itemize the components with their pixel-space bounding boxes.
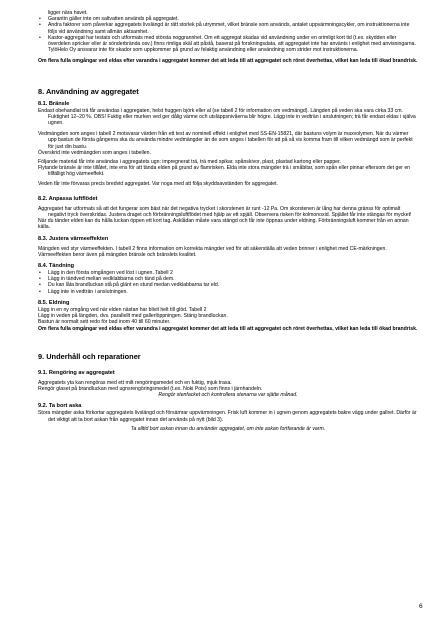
subsection-heading: 8.4. Tändning — [38, 263, 75, 270]
paragraph: Värmeeffekten beror även på mängden bränsle och bränslets kvalitet. — [38, 251, 197, 258]
list-item: • Garantin gäller inte om saltvatten används på aggregatet. — [38, 16, 418, 22]
warning-text: Om flera fulla omgångar ved eldas efter varandra i aggregatet kommer det att leda till att aggregatet och röret överhettas, vilket kan leda till ökad brandrisk. — [38, 325, 418, 332]
list-item: • Lägg in tändved mellan vedklabbarna och tänd på dem. — [38, 276, 418, 282]
bullet-list — [38, 270, 418, 295]
bullet-list — [38, 16, 418, 53]
italic-note: Ta alltid bort askan innan du använder aggregatet, om inte askan fortfarande är varm. — [130, 425, 326, 432]
subsection-heading: 8.1. Bränsle — [38, 100, 70, 107]
section-heading: 8. Användning av aggregatet — [38, 86, 139, 96]
warning-text: Om flera fulla omgångar ved eldas efter varandra i aggregatet kommer det att leda till att aggregatet och röret överhettas, vilket kan leda till ökad brandrisk. — [38, 58, 418, 65]
italic-note: Rengör stenfacket och kontrollera stenarna var sjätte månad. — [158, 392, 298, 399]
subsection-heading: 9.1. Rengöring av aggregatet — [38, 369, 115, 376]
paragraph: Flytande bränsle är inte tillåtet, inte ens för att tända elden på grund av flamrisken. Elda inte stora mängder trä i småbitar, som spån eller pinnar eftersom det ger en tillfälligt hög värmeeffekt. — [38, 165, 411, 178]
paragraph: ligger nära havet. — [48, 10, 88, 16]
paragraph: Lägg in en ny omgång ved när elden nästan har blivit helt till glöd. Tabell 2 — [38, 306, 207, 313]
list-item: • Kastor-aggregat har testats och utformats med största noggrannhet. Om ett aggregat skadas vid användning under en orimligt kort tid (t.ex. skydden eller överdelen spricker eller är sönderbrända osv.) finns rimliga skäl att påstå, baserat på forskningsdata, att aggregatet inte har använts i enlighet med anvisningarna. TylöHelo Oy ansvarar inte för skador som uppkommer på grund av felaktig användning eller användning som strider mot instruktionerna. — [38, 35, 418, 54]
subsection-heading: 8.5. Eldning — [38, 299, 70, 306]
paragraph: Aggregatet har utformats så att det fungerar som bäst när det negativa trycket i skorstenen är runt -12 Pa. Om skorstenen är lång har denna gränss för optimalt negativt tryck överskridas. Justera draget och förbränningsluftflödet med hjälp av ett spjäll. Observera risken för kolmonoxid. Spjället får inte stängas för mycket! — [38, 205, 412, 219]
paragraph: När du tänder elden kan du hålla luckan öppen ett kort tag. Asklådan måste vara stängd och får inte öppnas under eldning. Förbränningsluft kommer från en annan källa. — [38, 218, 409, 231]
paragraph: Aggregatets yta kan rengöras med ett milt rengöringsmedel och en fuktig, mjuk trasa. — [38, 379, 232, 386]
list-item: • Andra faktorer som påverkar aggregatets livslängd är rätt storlek på utrymmet, vilket bränsle som används, antalet uppvärmningscykler, om instruktionerna inte följs vid användning samt allmän aktsamhet. — [38, 22, 418, 34]
paragraph: Överskrid inte vedmängden som anges i tabellen. — [38, 149, 151, 156]
paragraph: Rengör glaset på brandluckan med ugnsrengöringsmedel (t.ex. Noki Pois) som finns i järnhandeln. — [38, 385, 263, 392]
list-item: • Lägg in den första omgången ved löst i ugnen. Tabell 2 — [38, 270, 418, 276]
paragraph: Följande material får inte användas i aggregatets ugn: impregnerat trä, trä med spikar, spånskivor, plast, plastad kartong eller papper. — [38, 159, 341, 166]
subsection-heading: 8.3. Justera värmeeffekten — [38, 235, 109, 242]
paragraph: Bastun är normalt sett redo för bad inom 40 till 60 minuter. — [38, 319, 171, 326]
list-item: • Lägg inte in vedträn i anslutningen. — [38, 289, 418, 295]
document-page — [38, 10, 418, 432]
subsection-heading: 9.2. Ta bort aska — [38, 403, 82, 410]
paragraph: Mängden ved styr värmeeffekten. I tabell 2 finns information om korrekta mängder ved för att säkerställa att veden brinner i enlighet med CE-märkningen. — [38, 245, 387, 252]
paragraph: Endast obehandlat trä får användas i aggregaten, helst huggen björk eller al (se tabell 2 för information om vedmängd). Längden på veden ska vara cirka 33 cm. Fuktighet 12–20 %. OBS! Fuktig eller murken ved ger dålig värme och utsläppsnivåerna blir högre. Lägg inte in vedträn i anslutningen; trä får endast eldas i själva ugnen. — [38, 107, 416, 127]
subsection-heading: 8.2. Anpassa luftflödet — [38, 195, 98, 202]
paragraph: Vedmängden som anges i tabell 2 motsvarar värden från ett test av nominell effekt i enlighet med SS-EN-15821, där bastuns volym är maxvolymen. När du värmer upp bastun de första gångerna ska du använda mindre vedmängder än de som anges i tabellen för att på så vis komma fram till vilken vedmängd som är perfekt för just din bastu. — [38, 131, 413, 150]
paragraph: Veden får inte förvaras precis bredvid aggregatet. Var noga med att följa skyddsavständen för aggregatet. — [38, 180, 278, 187]
paragraph: Lägg in veden på längden, dvs. parallellt med gallerlöppningen. Stäng brandluckan. — [38, 313, 228, 320]
page-number: 6 — [419, 603, 423, 610]
list-item: • Du kan låta brandluckan stå på glänt en stund medan vedklabbarna tar eld. — [38, 282, 418, 288]
section-heading: 9. Underhåll och reparationer — [38, 351, 141, 361]
paragraph: Stora mängder aska förkortar aggregatets livslängd och försämrar uppvärmningen. Frisk luft kommer in i ugnen genom aggregatets bakre vägg under gallret. Därför är det viktigt att ta bort askan från aggregatet innan det används på nytt (bild 3). — [38, 410, 417, 423]
